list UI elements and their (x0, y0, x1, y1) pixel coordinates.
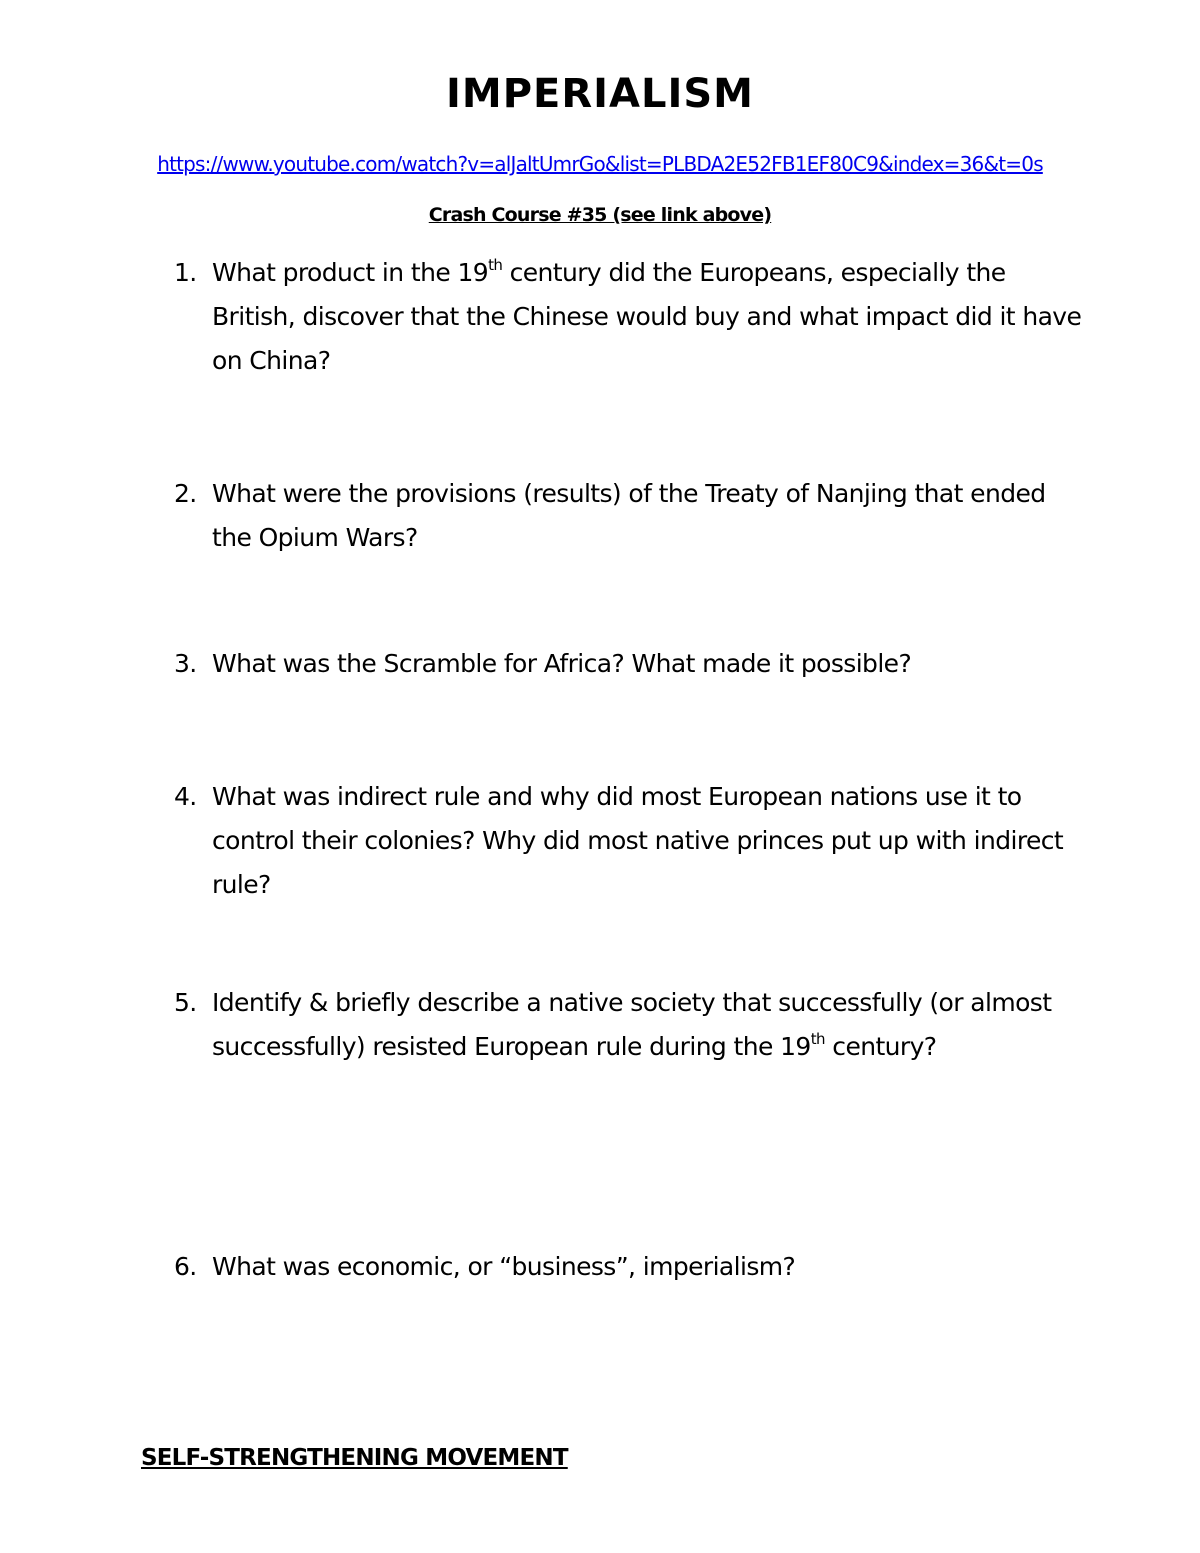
question-number: 3. (174, 649, 197, 678)
question-number: 5. (174, 988, 197, 1017)
question-text: What product in the 19th century did the Europeans, especially the British, discover that the Chinese would buy and what impact did it have on China? (212, 255, 1082, 375)
question-text: What was the Scramble for Africa? What made it possible? (212, 649, 912, 678)
question-number: 2. (174, 479, 197, 508)
youtube-link[interactable]: https://www.youtube.com/watch?v=alJaltUmrGo&list=PLBDA2E52FB1EF80C9&index=36&t=0s (157, 152, 1043, 176)
question-text: What was economic, or “business”, imperialism? (212, 1252, 796, 1281)
question-text: What was indirect rule and why did most European nations use it to control their colonies? Why did most native princes put up with indirect rule? (212, 782, 1064, 899)
question-text: What were the provisions (results) of the Treaty of Nanjing that ended the Opium Wars? (212, 479, 1046, 552)
question-number: 1. (174, 258, 197, 287)
page-title: IMPERIALISM (446, 71, 754, 117)
superscript: th (488, 255, 503, 274)
superscript: th (810, 1029, 825, 1048)
subtitle: Crash Course #35 (see link above) (428, 204, 772, 226)
section-heading: SELF-STRENGTHENING MOVEMENT (141, 1445, 568, 1471)
question-number: 4. (174, 782, 197, 811)
question-text: Identify & briefly describe a native society that successfully (or almost successfully) resisted European rule during the 19th century? (212, 988, 1052, 1061)
question-number: 6. (174, 1252, 197, 1281)
